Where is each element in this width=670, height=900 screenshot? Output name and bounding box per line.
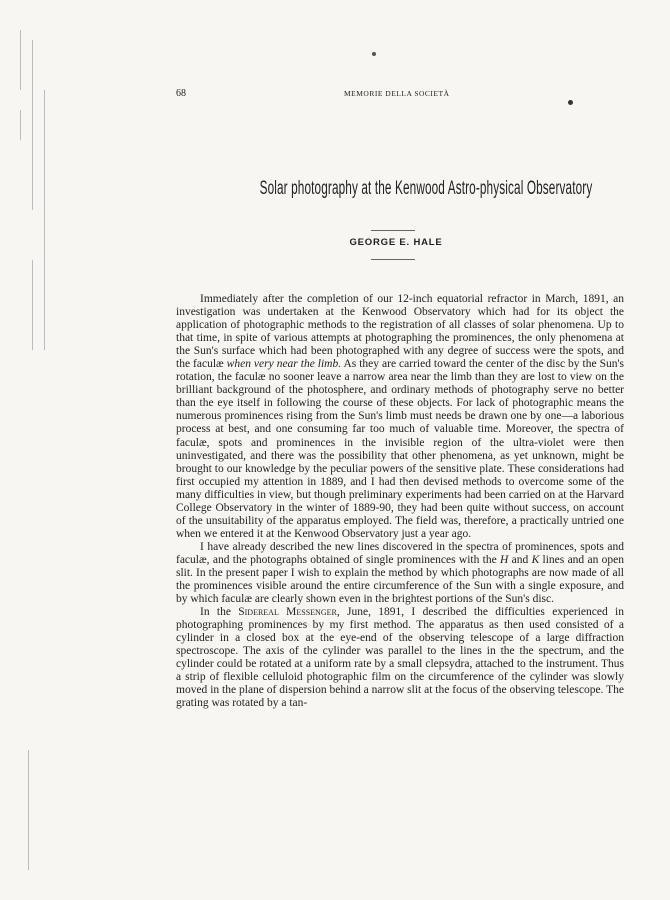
- paragraph: [176, 541, 624, 606]
- text-segment: lines and an open slit. In the present paper I wish to explain the method by which photographs are now made of all the prominences visible around the entire circumference of the Sun with a single exposure, and by which faculæ are clearly shown even in the brightest portions of the Sun's disc.: [176, 553, 624, 606]
- scan-speck: [372, 52, 376, 56]
- article-title: Solar photography at the Kenwood Astro-physical Observatory: [259, 178, 593, 199]
- paragraph: [176, 606, 624, 710]
- text-segment: Sidereal Messenger: [238, 606, 337, 619]
- text-segment: K: [531, 553, 540, 566]
- text-segment: and: [508, 553, 532, 566]
- journal-name: MEMORIE DELLA SOCIETÀ: [344, 89, 450, 98]
- author-name: GEORGE E. HALE: [349, 237, 443, 248]
- article-body: [176, 293, 624, 711]
- text-segment: , June, 1891, I described the difficulties experienced in photographing prominences by my first method. The apparatus as then used consisted of a cylinder in a closed box at the eye-end of the observing telescope of a large diffraction spectroscope. The axis of the cylinder was parallel to the lines in the the spectrum, and the cylinder could be rotated at a uniform rate by a small clepsydra, attached to the instrument. Thus a strip of flexible celluloid photographic film on the circumference of the cylinder was slowly moved in the plane of dispersion behind a narrow slit at the focus of the observing telescope. The grating was rotated by a tan-: [176, 606, 624, 710]
- text-segment: when very near the limb.: [226, 358, 342, 371]
- divider: [371, 259, 415, 260]
- text-segment: As they are carried toward the center of the disc by the Sun's rotation, the faculæ no sooner leave a narrow area near the limb than they are lost to view on the brilliant background of the photosphere, and ordinary methods of photography serve no better than the eye itself in following the course of these objects. For lack of photographic means the numerous prominences rising from the Sun's limb must needs be drawn one by one—a laborious process at best, and one consuming far too much of valuable time. Moreover, the spectra of faculæ, spots and prominences in the invisible region of the ultra-violet were then uninvestigated, and there was the possibility that other phenomena, as yet unknown, might be brought to our knowledge by the peculiar powers of the sensitive plate. These considerations had first occupied my attention in 1889, and I had then devised methods to overcome some of the many difficulties in view, but though preliminary experiments had been carried on at the Harvard College Observatory in the winter of 1889-90, they had been quite without success, on account of the unsuitability of the apparatus employed. The field was, therefore, a practically untried one when we entered it at the Kenwood Observatory just a year ago.: [176, 358, 625, 540]
- page-number: 68: [176, 88, 186, 99]
- running-head: [176, 88, 616, 102]
- text-segment: I have already described the new lines discovered in the spectra of prominences, spots and faculæ, and the photographs obtained of single prominences with the: [176, 540, 624, 566]
- divider: [371, 230, 415, 231]
- paragraph: [176, 293, 624, 541]
- text-segment: In the: [200, 606, 239, 619]
- text-segment: H: [500, 553, 509, 566]
- text-segment: Immediately after the completion of our 12-inch equatorial refractor in March, 1891, an investigation was undertaken at the Kenwood Observatory which had for its object the application of photographic methods to the registration of all classes of solar phenomena. Up to that time, in spite of various attempts at photographing the prominences, the only phenomena at the Sun's surface which had been photographed with any degree of success were the spots, and the faculæ: [176, 293, 624, 371]
- scan-margin-marks: [14, 30, 54, 870]
